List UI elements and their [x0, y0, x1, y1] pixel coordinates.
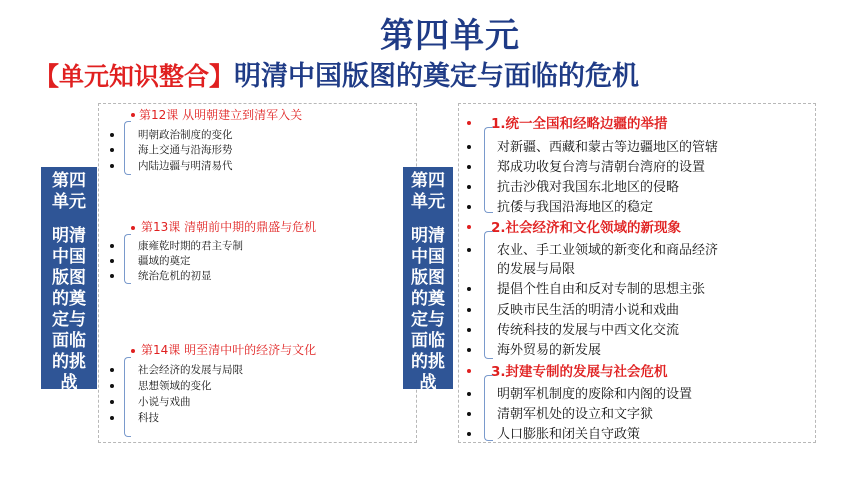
list-item: 海上交通与沿海形势: [138, 144, 233, 156]
subtitle: [34, 54, 639, 93]
side-label-unit: 第四单元: [411, 171, 445, 212]
bullet: [467, 392, 471, 396]
list-item: 科技: [138, 412, 159, 424]
list-item: 反映市民生活的明清小说和戏曲: [497, 303, 680, 318]
list-item: 海外贸易的新发展: [497, 343, 602, 358]
bullet: [467, 145, 471, 149]
left-side-label: [41, 167, 97, 393]
bullet: [131, 113, 135, 117]
right-side-label: [403, 167, 453, 393]
bullet: [467, 287, 471, 291]
list-item: 统治危机的初显: [138, 270, 212, 282]
list-item: 郑成功收复台湾与清朝台湾府的设置: [497, 160, 706, 175]
list-item: 思想领域的变化: [138, 380, 212, 392]
bullet: [467, 369, 471, 373]
lesson-14-title: 第14课 明至清中叶的经济与文化: [141, 343, 317, 357]
list-item: 清朝军机处的设立和文字狱: [497, 407, 654, 422]
list-item: 人口膨胀和闭关自守政策: [497, 427, 641, 442]
list-item: 传统科技的发展与中西文化交流: [497, 323, 680, 338]
bullet: [110, 368, 114, 372]
list-item: 疆域的奠定: [138, 255, 191, 267]
brace: [124, 357, 131, 437]
bullet: [110, 400, 114, 404]
side-label-unit: 第四单元: [52, 171, 86, 212]
bullet: [110, 164, 114, 168]
bullet: [110, 384, 114, 388]
section-2-heading: 2.社会经济和文化领域的新现象: [491, 220, 682, 236]
bullet: [467, 248, 471, 252]
unit-title: 第四单元: [380, 16, 520, 56]
brace: [484, 375, 493, 441]
side-label-theme: 明清中国版图的奠定与面临的挑战: [411, 226, 445, 393]
section-1-heading: 1.统一全国和经略边疆的举措: [491, 116, 668, 132]
list-item: 明朝政治制度的变化: [138, 129, 233, 141]
bullet: [131, 349, 135, 353]
section-3-heading: 3.封建专制的发展与社会危机: [491, 364, 668, 380]
bullet: [467, 205, 471, 209]
brace: [124, 234, 131, 284]
subtitle-bracket: 【单元知识整合】: [34, 62, 235, 91]
list-item: 抗击沙俄对我国东北地区的侵略: [497, 180, 680, 195]
bullet: [467, 412, 471, 416]
list-item: 内陆边疆与明清易代: [138, 160, 233, 172]
bullet: [467, 348, 471, 352]
bullet: [110, 274, 114, 278]
bullet: [110, 259, 114, 263]
brace: [124, 121, 131, 175]
bullet: [467, 121, 471, 125]
side-label-theme: 明清中国版图的奠定与面临的挑战: [52, 226, 86, 393]
bullet: [110, 148, 114, 152]
list-item-continued: 的发展与局限: [497, 262, 576, 277]
bullet: [467, 225, 471, 229]
bullet: [467, 432, 471, 436]
list-item: 对新疆、西藏和蒙古等边疆地区的管辖: [497, 140, 719, 155]
list-item: 社会经济的发展与局限: [138, 364, 243, 376]
bullet: [467, 165, 471, 169]
lesson-12-title: 第12课 从明朝建立到清军入关: [139, 108, 303, 122]
bullet: [110, 244, 114, 248]
list-item: 提倡个性自由和反对专制的思想主张: [497, 282, 706, 297]
bullet: [467, 308, 471, 312]
list-item: 抗倭与我国沿海地区的稳定: [497, 200, 654, 215]
bullet: [467, 185, 471, 189]
list-item: 明朝军机制度的废除和内阁的设置: [497, 387, 693, 402]
subtitle-main: 明清中国版图的奠定与面临的危机: [234, 61, 640, 92]
brace: [484, 231, 493, 359]
list-item: 康雍乾时期的君主专制: [138, 240, 243, 252]
bullet: [467, 328, 471, 332]
bullet: [131, 226, 135, 230]
bullet: [110, 133, 114, 137]
list-item: 小说与戏曲: [138, 396, 191, 408]
list-item: 农业、手工业领域的新变化和商品经济: [497, 243, 719, 258]
brace: [484, 127, 493, 213]
lesson-13-title: 第13课 清朝前中期的鼎盛与危机: [141, 220, 317, 234]
bullet: [110, 416, 114, 420]
